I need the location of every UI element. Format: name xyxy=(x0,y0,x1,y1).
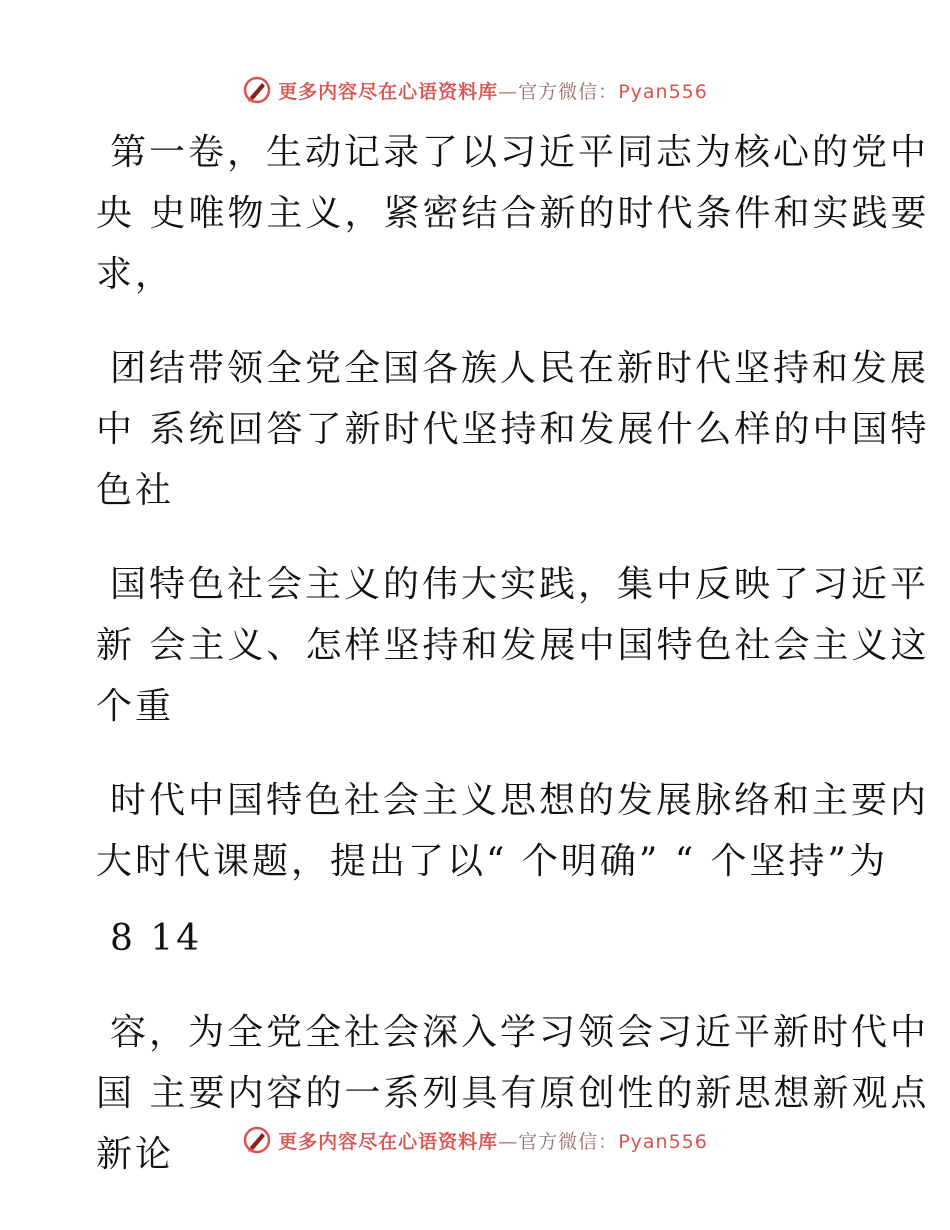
text-line: 色社 xyxy=(96,470,175,511)
text-line: 8 14 xyxy=(110,918,203,959)
banner-text xyxy=(278,1127,708,1154)
text-line: 团结带领全党全国各族人民在新时代坚持和发展 xyxy=(110,348,930,389)
text-line: 容，为全党全社会深入学习领会习近平新时代中 xyxy=(110,1012,930,1053)
paragraph-5 xyxy=(96,908,856,969)
banner-main-text: 更多内容尽在心语资料库 xyxy=(278,1130,499,1153)
text-line: 新论 xyxy=(96,1134,175,1175)
text-line: 国 主要内容的一系列具有原创性的新思想新观点 xyxy=(96,1073,930,1114)
pen-logo-icon xyxy=(242,1125,272,1155)
paragraph-2 xyxy=(96,338,930,521)
text-line: 新 会主义、怎样坚持和发展中国特色社会主义这 xyxy=(96,625,930,666)
footer-banner xyxy=(0,1120,950,1160)
banner-wechat-id: Pyan556 xyxy=(618,80,708,103)
text-line: 央 史唯物主义，紧密结合新的时代条件和实践要 xyxy=(96,193,930,234)
pen-logo-icon xyxy=(242,75,272,105)
banner-sub-text: 官方微信： xyxy=(518,80,619,103)
text-line: 求， xyxy=(96,254,175,295)
header-banner xyxy=(0,70,950,110)
banner-text xyxy=(278,77,708,104)
text-line: 国特色社会主义的伟大实践，集中反映了习近平 xyxy=(110,564,930,605)
text-line: 时代中国特色社会主义思想的发展脉络和主要内 xyxy=(110,780,930,821)
banner-separator: — xyxy=(498,1130,519,1153)
text-line: 大时代课题，提出了以“ 个明确” “ 个坚持”为 xyxy=(96,841,888,882)
banner-sub-text: 官方微信： xyxy=(518,1130,619,1153)
banner-wechat-id: Pyan556 xyxy=(618,1130,708,1153)
text-line: 个重 xyxy=(96,686,175,727)
text-line: 第一卷，生动记录了以习近平同志为核心的党中 xyxy=(110,132,930,173)
paragraph-3 xyxy=(96,554,930,737)
document-body xyxy=(96,122,930,1185)
paragraph-1 xyxy=(96,122,930,305)
paragraph-4 xyxy=(96,770,930,892)
text-line: 中 系统回答了新时代坚持和发展什么样的中国特 xyxy=(96,409,930,450)
banner-separator: — xyxy=(498,80,519,103)
banner-main-text: 更多内容尽在心语资料库 xyxy=(278,80,499,103)
